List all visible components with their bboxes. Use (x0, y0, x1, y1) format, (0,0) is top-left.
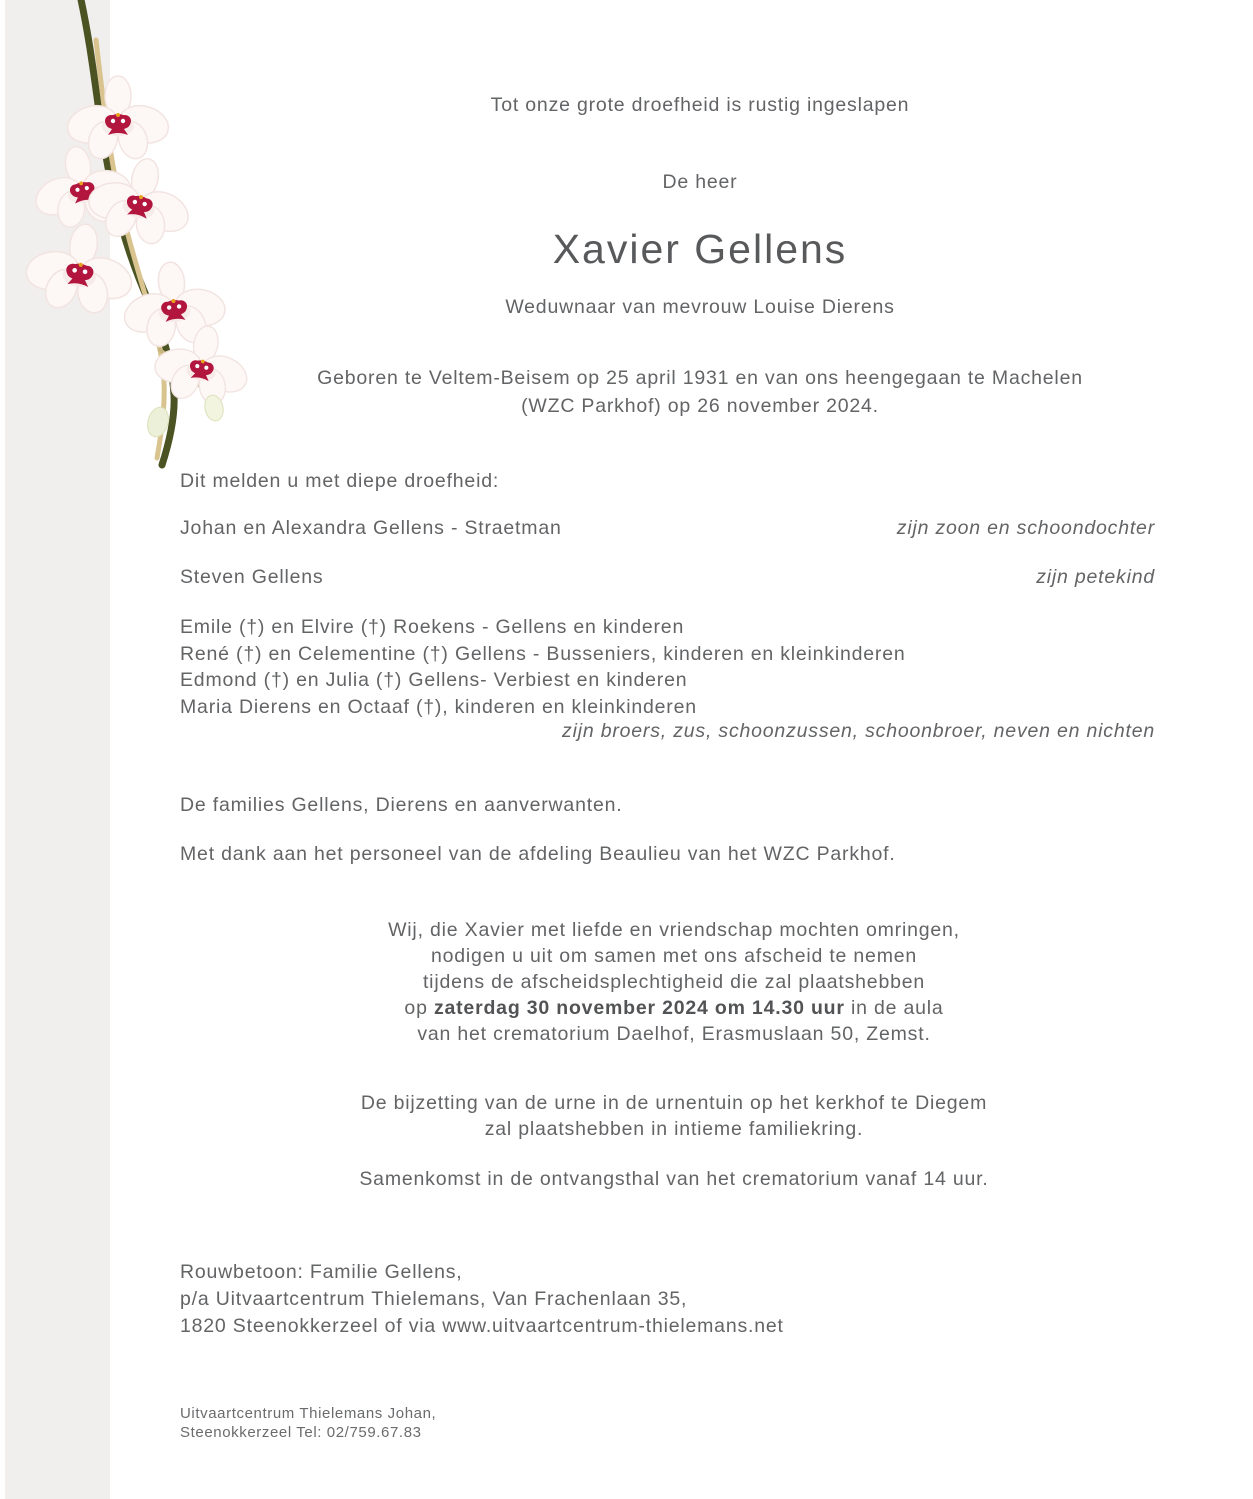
sibling-line: Maria Dierens en Octaaf (†), kinderen en kleinkinderen (180, 695, 697, 718)
ceremony-date-time: zaterdag 30 november 2024 om 14.30 uur (433, 997, 845, 1019)
family-member-relation: zijn petekind (1036, 566, 1155, 588)
salutation: De heer (662, 171, 738, 193)
family-member-relation: zijn zoon en schoondochter (896, 517, 1155, 539)
family-row (180, 566, 1155, 589)
ceremony-line3: tijdens de afscheidsplechtigheid die zal plaatshebben (422, 971, 926, 993)
sibling-line: René (†) en Celementine (†) Gellens - Busseniers, kinderen en kleinkinderen (180, 642, 906, 665)
families-line: De families Gellens, Dierens en aanverwanten. (180, 794, 623, 816)
siblings-relation: zijn broers, zus, schoonzussen, schoonbroer, neven en nichten (562, 720, 1155, 742)
ceremony-paragraph (180, 917, 1168, 1047)
burial-line2: zal plaatshebben in intieme familiekring. (484, 1118, 864, 1140)
born-died-lines (180, 364, 1220, 420)
condolences-line1: Rouwbetoon: Familie Gellens, (180, 1261, 463, 1283)
condolences-block (180, 1259, 1155, 1340)
ceremony-line4 (180, 995, 1168, 1021)
footer-line2: Steenokkerzeel Tel: 02/759.67.83 (180, 1423, 422, 1441)
burial-line1: De bijzetting van de urne in de urnentuin op het kerkhof te Diegem (360, 1092, 988, 1114)
gathering-line: Samenkomst in de ontvangsthal van het crematorium vanaf 14 uur. (359, 1168, 989, 1190)
ceremony-line4-prefix: op (404, 997, 434, 1019)
ceremony-line5: van het crematorium Daelhof, Erasmuslaan 50, Zemst. (417, 1023, 931, 1045)
funeral-home-footer (180, 1405, 1155, 1442)
born-died-line2: (WZC Parkhof) op 26 november 2024. (521, 395, 879, 417)
siblings-list (180, 614, 1155, 720)
ceremony-line1: Wij, die Xavier met liefde en vriendschap mochten omringen, (388, 919, 960, 941)
footer-line1: Uitvaartcentrum Thielemans Johan, (180, 1405, 437, 1422)
widower-line: Weduwnaar van mevrouw Louise Dierens (505, 296, 895, 318)
condolences-line3: 1820 Steenokkerzeel of via www.uitvaartcentrum-thielemans.net (180, 1315, 784, 1337)
born-died-line1: Geboren te Veltem-Beisem op 25 april 1931 en van ons heengegaan te Machelen (317, 367, 1083, 389)
family-member-name: Johan en Alexandra Gellens - Straetman (180, 517, 562, 539)
sibling-line: Emile (†) en Elvire (†) Roekens - Gellens en kinderen (180, 616, 685, 638)
intro-line: Tot onze grote droefheid is rustig ingeslapen (490, 94, 910, 116)
burial-paragraph (180, 1090, 1168, 1142)
deceased-name: Xavier Gellens (552, 226, 848, 272)
family-heading: Dit melden u met diepe droefheid: (180, 470, 500, 492)
thanks-line: Met dank aan het personeel van de afdeling Beaulieu van het WZC Parkhof. (180, 843, 896, 865)
sibling-line: Edmond (†) en Julia (†) Gellens- Verbiest en kinderen (180, 669, 688, 691)
condolences-line2: p/a Uitvaartcentrum Thielemans, Van Frachenlaan 35, (180, 1288, 688, 1310)
ceremony-line2: nodigen u uit om samen met ons afscheid te nemen (430, 945, 918, 967)
ceremony-line4-suffix: in de aula (844, 997, 944, 1019)
family-member-name: Steven Gellens (180, 566, 324, 588)
family-row (180, 517, 1155, 540)
